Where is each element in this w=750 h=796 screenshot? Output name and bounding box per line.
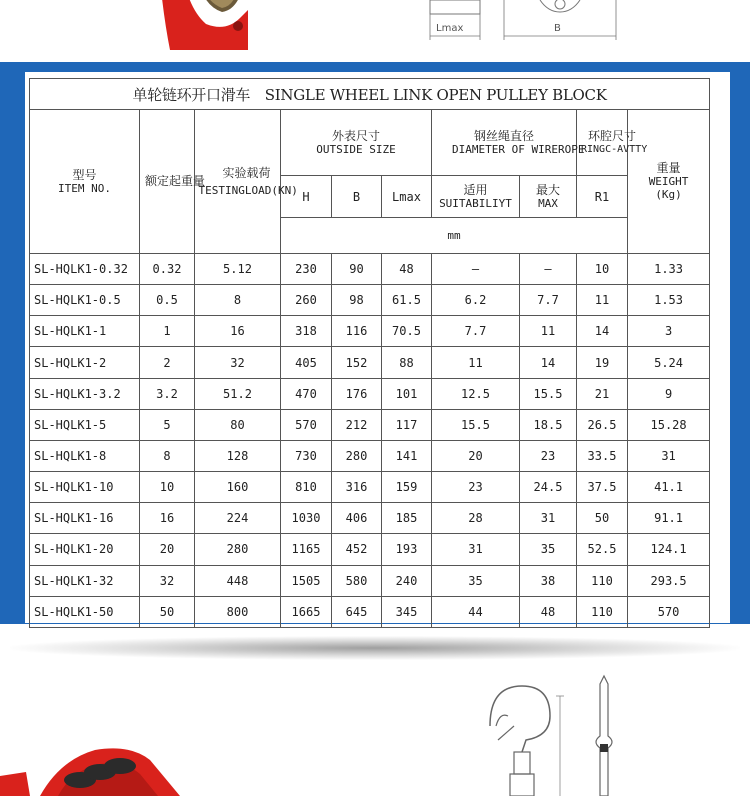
header-ring-cavity: 环腔尺寸 RINGC-AVTTY (577, 110, 628, 176)
cell-h: 230 (281, 254, 332, 285)
cell-weight: 570 (628, 596, 710, 627)
cell-max: 23 (520, 440, 577, 471)
cell-rated: 10 (140, 472, 195, 503)
cell-lmax: 141 (382, 440, 432, 471)
cell-suit: 11 (432, 347, 520, 378)
table-row (30, 378, 710, 409)
cell-r1: 19 (577, 347, 628, 378)
cell-weight: 3 (628, 316, 710, 347)
cell-weight: 1.53 (628, 285, 710, 316)
triple-pulley-photo (0, 720, 260, 796)
sheet-shadow (10, 636, 740, 660)
cell-max: — (520, 254, 577, 285)
cell-rated: 5 (140, 409, 195, 440)
cell-max: 31 (520, 503, 577, 534)
cell-r1: 11 (577, 285, 628, 316)
cell-rated: 2 (140, 347, 195, 378)
cell-lmax: 70.5 (382, 316, 432, 347)
header-rated-load: 额定起重量 (140, 110, 195, 254)
cell-r1: 52.5 (577, 534, 628, 565)
cell-test: 51.2 (195, 378, 281, 409)
cell-suit: — (432, 254, 520, 285)
cell-rated: 50 (140, 596, 195, 627)
cell-b: 212 (332, 409, 382, 440)
cell-suit: 20 (432, 440, 520, 471)
cell-r1: 10 (577, 254, 628, 285)
cell-b: 90 (332, 254, 382, 285)
cell-max: 7.7 (520, 285, 577, 316)
pulley-photo (160, 0, 248, 50)
cell-max: 15.5 (520, 378, 577, 409)
cell-item: SL-HQLK1-1 (30, 316, 140, 347)
cell-item: SL-HQLK1-5 (30, 409, 140, 440)
cell-test: 5.12 (195, 254, 281, 285)
cell-lmax: 48 (382, 254, 432, 285)
cell-lmax: 185 (382, 503, 432, 534)
cell-item: SL-HQLK1-16 (30, 503, 140, 534)
cell-max: 11 (520, 316, 577, 347)
cell-lmax: 88 (382, 347, 432, 378)
header-h: H (281, 176, 332, 218)
header-suitability: 适用 SUITABILIYT (432, 176, 520, 218)
cell-h: 470 (281, 378, 332, 409)
cell-weight: 9 (628, 378, 710, 409)
cell-item: SL-HQLK1-50 (30, 596, 140, 627)
cell-max: 38 (520, 565, 577, 596)
cell-item: SL-HQLK1-2 (30, 347, 140, 378)
cell-weight: 91.1 (628, 503, 710, 534)
table-row (30, 254, 710, 285)
lmax-dimension-label: Lmax (436, 23, 464, 34)
header-max: 最大 MAX (520, 176, 577, 218)
cell-rated: 8 (140, 440, 195, 471)
cell-item: SL-HQLK1-32 (30, 565, 140, 596)
cell-test: 160 (195, 472, 281, 503)
cell-max: 14 (520, 347, 577, 378)
cell-max: 18.5 (520, 409, 577, 440)
cell-b: 152 (332, 347, 382, 378)
cell-lmax: 193 (382, 534, 432, 565)
cell-b: 98 (332, 285, 382, 316)
header-item-no: 型号 ITEM NO. (30, 110, 140, 254)
cell-h: 1165 (281, 534, 332, 565)
cell-rated: 20 (140, 534, 195, 565)
cell-rated: 1 (140, 316, 195, 347)
b-dimension-label: B (554, 23, 561, 34)
table-title: 单轮链环开口滑车 SINGLE WHEEL LINK OPEN PULLEY BLOCK (30, 79, 710, 110)
table-row (30, 503, 710, 534)
cell-item: SL-HQLK1-8 (30, 440, 140, 471)
cell-lmax: 61.5 (382, 285, 432, 316)
table-row (30, 565, 710, 596)
cell-lmax: 117 (382, 409, 432, 440)
cell-weight: 31 (628, 440, 710, 471)
table-row (30, 596, 710, 627)
hook-dimension-drawing (470, 676, 670, 796)
cell-lmax: 159 (382, 472, 432, 503)
header-weight: 重量 WEIGHT (Kg) (628, 110, 710, 254)
cell-weight: 15.28 (628, 409, 710, 440)
cell-h: 405 (281, 347, 332, 378)
cell-max: 48 (520, 596, 577, 627)
dimension-drawing-top (420, 0, 620, 50)
cell-test: 800 (195, 596, 281, 627)
cell-test: 224 (195, 503, 281, 534)
cell-h: 318 (281, 316, 332, 347)
table-row (30, 347, 710, 378)
cell-r1: 21 (577, 378, 628, 409)
cell-weight: 41.1 (628, 472, 710, 503)
cell-suit: 15.5 (432, 409, 520, 440)
cell-r1: 50 (577, 503, 628, 534)
cell-test: 8 (195, 285, 281, 316)
cell-weight: 1.33 (628, 254, 710, 285)
cell-item: SL-HQLK1-0.32 (30, 254, 140, 285)
cell-weight: 5.24 (628, 347, 710, 378)
cell-b: 316 (332, 472, 382, 503)
cell-r1: 14 (577, 316, 628, 347)
top-image-strip (0, 0, 750, 62)
cell-max: 24.5 (520, 472, 577, 503)
cell-b: 116 (332, 316, 382, 347)
cell-rated: 0.5 (140, 285, 195, 316)
cell-r1: 33.5 (577, 440, 628, 471)
header-wirerope-diameter: 钢丝绳直径 DIAMETER OF WIREROPE (432, 110, 577, 176)
specification-table (29, 78, 710, 628)
cell-lmax: 101 (382, 378, 432, 409)
cell-max: 35 (520, 534, 577, 565)
cell-test: 32 (195, 347, 281, 378)
cell-h: 1665 (281, 596, 332, 627)
cell-suit: 28 (432, 503, 520, 534)
cell-test: 16 (195, 316, 281, 347)
header-r1: R1 (577, 176, 628, 218)
cell-rated: 16 (140, 503, 195, 534)
cell-h: 810 (281, 472, 332, 503)
cell-suit: 31 (432, 534, 520, 565)
cell-lmax: 240 (382, 565, 432, 596)
cell-test: 448 (195, 565, 281, 596)
cell-item: SL-HQLK1-0.5 (30, 285, 140, 316)
cell-rated: 3.2 (140, 378, 195, 409)
table-row (30, 285, 710, 316)
header-outside-size: 外表尺寸 OUTSIDE SIZE (281, 110, 432, 176)
table-row (30, 472, 710, 503)
cell-suit: 23 (432, 472, 520, 503)
table-row (30, 534, 710, 565)
cell-suit: 44 (432, 596, 520, 627)
cell-test: 280 (195, 534, 281, 565)
cell-test: 80 (195, 409, 281, 440)
header-b: B (332, 176, 382, 218)
cell-suit: 35 (432, 565, 520, 596)
cell-rated: 0.32 (140, 254, 195, 285)
header-lmax: Lmax (382, 176, 432, 218)
cell-r1: 110 (577, 565, 628, 596)
table-row (30, 440, 710, 471)
cell-rated: 32 (140, 565, 195, 596)
cell-b: 280 (332, 440, 382, 471)
cell-h: 570 (281, 409, 332, 440)
cell-h: 730 (281, 440, 332, 471)
cell-test: 128 (195, 440, 281, 471)
cell-b: 406 (332, 503, 382, 534)
cell-b: 580 (332, 565, 382, 596)
cell-r1: 26.5 (577, 409, 628, 440)
table-row (30, 316, 710, 347)
cell-weight: 124.1 (628, 534, 710, 565)
cell-r1: 37.5 (577, 472, 628, 503)
header-test-load: 实验载荷 TESTINGLOAD(KN) (195, 110, 281, 254)
table-row (30, 409, 710, 440)
cell-h: 1505 (281, 565, 332, 596)
cell-weight: 293.5 (628, 565, 710, 596)
header-unit-mm: mm (281, 218, 628, 254)
cell-suit: 6.2 (432, 285, 520, 316)
cell-b: 176 (332, 378, 382, 409)
cell-item: SL-HQLK1-20 (30, 534, 140, 565)
cell-h: 1030 (281, 503, 332, 534)
cell-b: 645 (332, 596, 382, 627)
cell-b: 452 (332, 534, 382, 565)
cell-h: 260 (281, 285, 332, 316)
cell-r1: 110 (577, 596, 628, 627)
cell-suit: 7.7 (432, 316, 520, 347)
cell-lmax: 345 (382, 596, 432, 627)
cell-item: SL-HQLK1-10 (30, 472, 140, 503)
cell-item: SL-HQLK1-3.2 (30, 378, 140, 409)
cell-suit: 12.5 (432, 378, 520, 409)
